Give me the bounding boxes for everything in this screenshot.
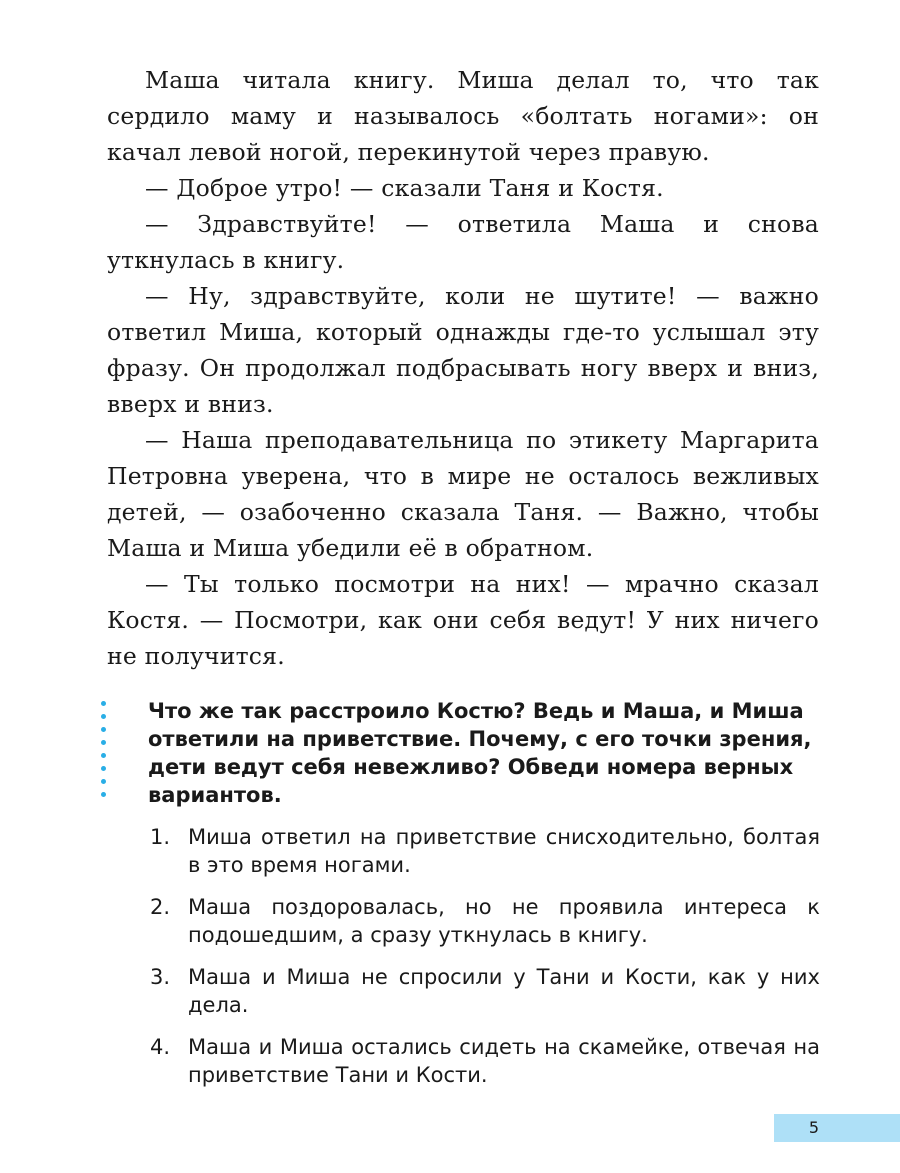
answer-text: Маша поздоровалась, но не проявила интереса к подошедшим, а сразу уткнулась в книгу. — [188, 895, 820, 947]
answer-text: Маша и Миша остались сидеть на скамейке, отвечая на приветствие Тани и Кости. — [188, 1035, 820, 1087]
answer-number[interactable]: 1. — [150, 825, 171, 849]
answer-option[interactable] — [150, 823, 820, 879]
story-text — [107, 62, 819, 674]
answer-number[interactable]: 2. — [150, 895, 171, 919]
story-paragraph: — Ну, здравствуйте, коли не шутите! — важно ответил Миша, который однажды где-то услышал эту фразу. Он продолжал подбрасывать ногу вверх и вниз, вверх и вниз. — [107, 282, 819, 418]
story-paragraph: — Здравствуйте! — ответила Маша и снова уткнулась в книгу. — [107, 210, 819, 274]
answer-text: Маша и Миша не спросили у Тани и Кости, как у них дела. — [188, 965, 820, 1017]
answer-number[interactable]: 3. — [150, 965, 171, 989]
story-paragraph: — Ты только посмотри на них! — мрачно сказал Костя. — Посмотри, как они себя ведут! У них ничего не получится. — [107, 570, 819, 670]
answer-number[interactable]: 4. — [150, 1035, 171, 1059]
task-question: Что же так расстроило Костю? Ведь и Маша, и Миша ответили на приветствие. Почему, с его точки зрения, дети ведут себя невежливо? Обведи номера верных вариантов. — [148, 699, 812, 807]
story-paragraph: Маша читала книгу. Миша делал то, что так сердило маму и называлось «болтать ногами»: он качал левой ногой, перекинутой через правую. — [107, 66, 819, 166]
answer-option[interactable] — [150, 893, 820, 949]
answer-list — [150, 823, 820, 1103]
page-number: 5 — [808, 1118, 820, 1137]
answer-option[interactable] — [150, 963, 820, 1019]
answer-option[interactable] — [150, 1033, 820, 1089]
story-paragraph: — Доброе утро! — сказали Таня и Костя. — [145, 174, 664, 202]
dotted-marker-icon — [100, 701, 108, 805]
story-paragraph: — Наша преподавательница по этикету Маргарита Петровна уверена, что в мире не осталось вежливых детей, — озабоченно сказала Таня. — Важно, чтобы Маша и Миша убедили её в обратном. — [107, 426, 819, 562]
page-number-tab — [774, 1114, 900, 1142]
answer-text: Миша ответил на приветствие снисходительно, болтая в это время ногами. — [188, 825, 820, 877]
